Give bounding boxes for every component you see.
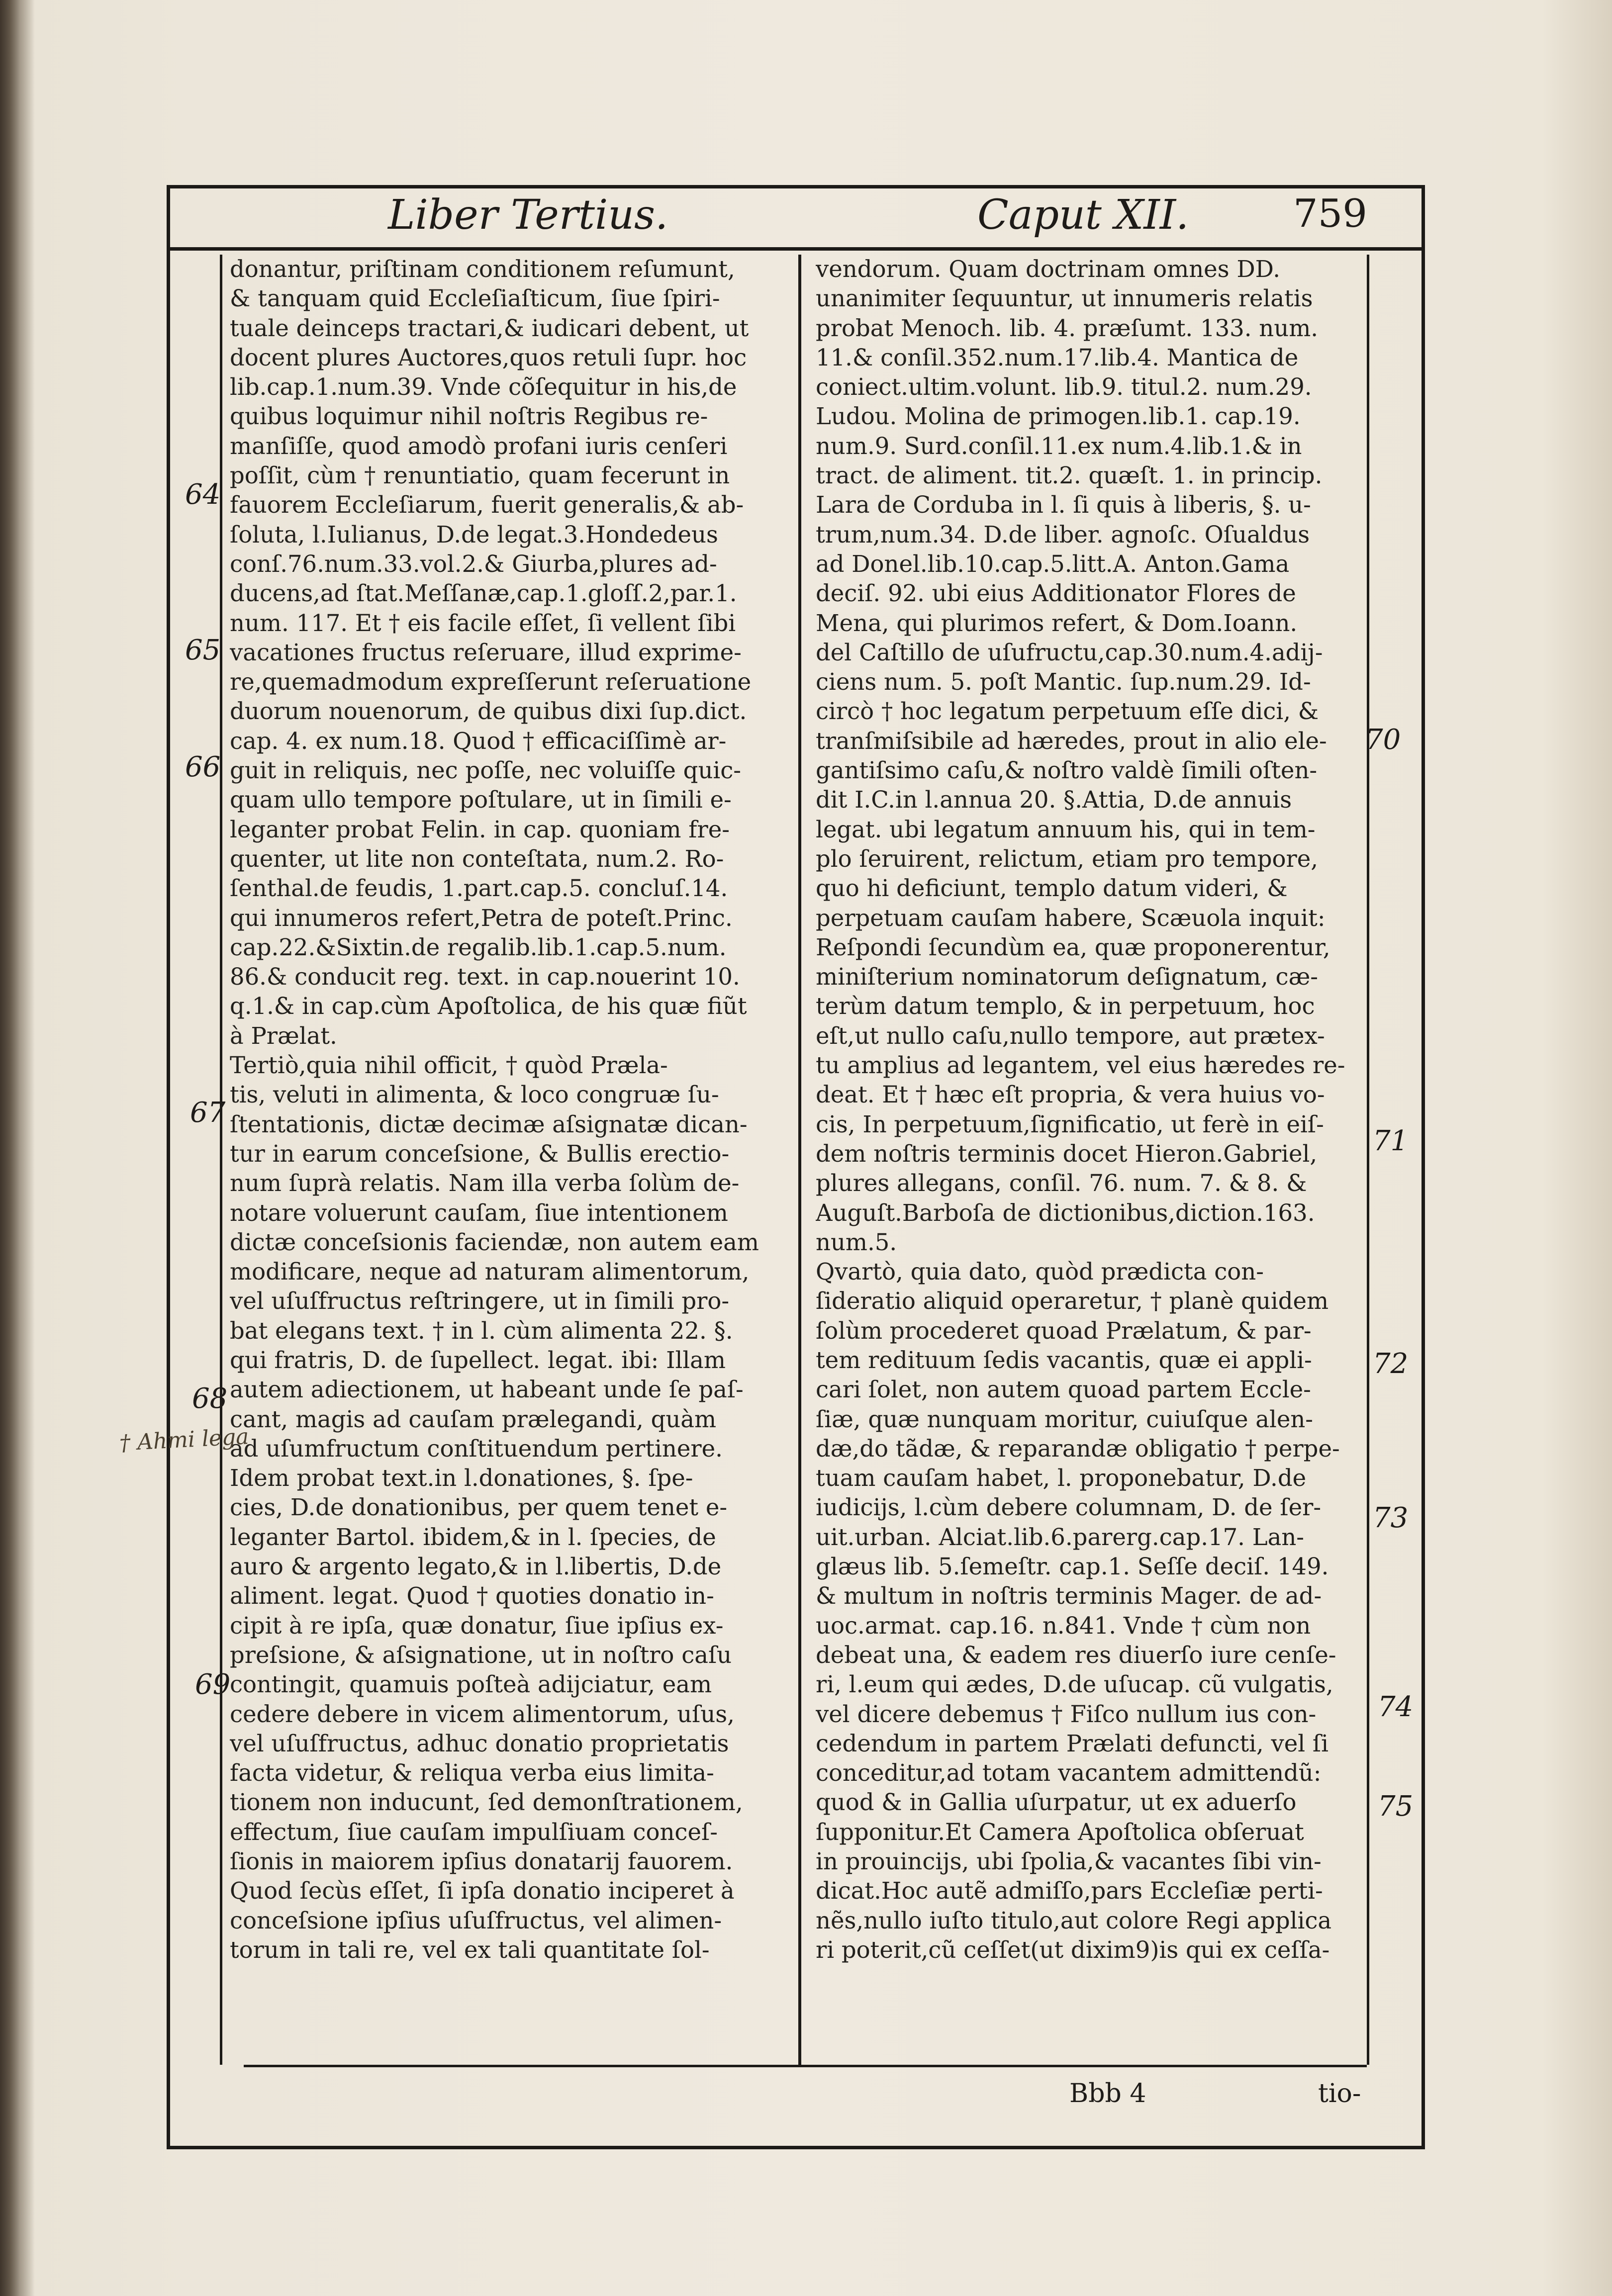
text-line: perpetuam cauſam habere, Scæuola inquit:: [816, 904, 1326, 931]
text-line: num. 117. Et † eis facile eſſet, ſi vellent ſibi: [230, 609, 736, 637]
text-line: ſupponitur.Et Camera Apoſtolica obſeruat: [816, 1818, 1304, 1845]
text-line: dictæ conceſsionis faciendæ, non autem eam: [230, 1228, 759, 1256]
text-line: auro & argento legato,& in l.libertis, D.de: [230, 1553, 722, 1580]
text-line: tranſmiſsibile ad hæredes, prout in alio ele-: [816, 727, 1327, 754]
text-line: ſolùm procederet quoad Prælatum, & par-: [816, 1317, 1312, 1344]
handwritten-annotation: † Ahmi lega: [118, 1424, 250, 1456]
text-line: Qvartò, quia dato, quòd prædicta con-: [816, 1258, 1264, 1286]
text-line: plures allegans, conſil. 76. num. 7. & 8. &: [816, 1170, 1307, 1197]
text-line: cis, In perpetuum,ſignificatio, ut ferè in eiſ-: [816, 1110, 1324, 1138]
text-line: quenter, ut lite non conteſtata, num.2. Ro-: [230, 845, 724, 872]
text-line: uoc.armat. cap.16. n.841. Vnde † cùm non: [816, 1612, 1311, 1639]
text-line: glæus lib. 5.ſemeſtr. cap.1. Seſſe deciſ. 149.: [816, 1553, 1329, 1580]
text-line: num.5.: [816, 1228, 897, 1256]
text-line: ri, l.eum qui ædes, D.de uſucap. cũ vulgatis,: [816, 1671, 1333, 1698]
running-title-right: Caput XII.: [977, 191, 1189, 239]
text-line: vendorum. Quam doctrinam omnes DD.: [816, 256, 1281, 282]
text-line: à Prælat.: [230, 1022, 337, 1049]
text-line: duorum nouenorum, de quibus dixi ſup.dict.: [230, 698, 747, 725]
text-line: Auguſt.Barboſa de dictionibus,diction.163.: [816, 1199, 1315, 1226]
text-line: cap.22.&Sixtin.de regalib.lib.1.cap.5.num.: [230, 933, 727, 961]
text-line: eſt,ut nullo caſu,nullo tempore, aut prætex-: [816, 1022, 1325, 1049]
text-line: tu amplius ad legantem, vel eius hæredes re-: [816, 1052, 1345, 1079]
left-text-column: [230, 255, 784, 2045]
text-line: in prouincijs, ubi ſpolia,& vacantes ſibi vin-: [816, 1848, 1322, 1875]
text-line: ſoluta, l.Iulianus, D.de legat.3.Hondedeus: [230, 521, 718, 548]
book-spine-shadow: [0, 0, 35, 2296]
text-line: donantur, priſtinam conditionem reſumunt,: [230, 256, 735, 282]
text-line: conceſsione ipſius uſuſfructus, vel alimen-: [230, 1907, 722, 1934]
text-line: tuam cauſam habet, l. proponebatur, D.de: [816, 1465, 1307, 1492]
text-line: leganter probat Felin. in cap. quoniam fre-: [230, 816, 730, 843]
text-line: dæ,do tãdæ, & reparandæ obligatio † perpe-: [816, 1435, 1340, 1462]
margin-note-number: 72: [1373, 1348, 1409, 1380]
text-line: ſideratio aliquid operaretur, † planè quidem: [816, 1287, 1329, 1315]
text-line: nẽs,nullo iuſto titulo,aut colore Regi applica: [816, 1907, 1332, 1934]
text-line: deat. Et † hæc eſt propria, & vera huius vo-: [816, 1081, 1325, 1108]
text-line: & multum in noſtris terminis Mager. de ad-: [816, 1582, 1322, 1610]
text-line: cedere debere in vicem alimentorum, uſus,: [230, 1700, 735, 1728]
margin-note-number: 73: [1373, 1502, 1409, 1534]
text-line: ſionis in maiorem ipſius donatarij fauorem.: [230, 1848, 733, 1875]
margin-note-number: 69: [195, 1668, 231, 1701]
text-line: re,quemadmodum expreſſerunt reſeruatione: [230, 668, 752, 696]
margin-note-number: 74: [1378, 1691, 1414, 1723]
text-line: Idem probat text.in l.donationes, §. ſpe-: [230, 1465, 693, 1492]
text-line: cari ſolet, non autem quoad partem Eccle-: [816, 1376, 1311, 1403]
text-line: facta videtur, & reliqua verba eius limita-: [230, 1759, 714, 1787]
margin-note-number: 71: [1373, 1125, 1409, 1157]
text-line: Tertiò,quia nihil officit, † quòd Præla-: [230, 1052, 668, 1079]
text-line: vel uſuſfructus reſtringere, ut in ſimili pro-: [230, 1287, 730, 1315]
text-line: torum in tali re, vel ex tali quantitate ſol-: [230, 1936, 710, 1963]
text-line: quod & in Gallia uſurpatur, ut ex aduerſo: [816, 1789, 1297, 1816]
text-line: legat. ubi legatum annuum his, qui in tem-: [816, 816, 1316, 843]
text-line: miniſterium nominatorum deſignatum, cæ-: [816, 963, 1318, 991]
text-line: coniect.ultim.volunt. lib.9. titul.2. num.29.: [816, 373, 1312, 401]
text-line: q.1.& in cap.cùm Apoſtolica, de his quæ fiũt: [230, 993, 747, 1020]
text-line: Ludou. Molina de primogen.lib.1. cap.19.: [816, 403, 1301, 430]
text-line: ad Donel.lib.10.cap.5.litt.A. Anton.Gama: [816, 550, 1290, 577]
text-line: cedendum in partem Prælati defuncti, vel ſi: [816, 1730, 1329, 1757]
page-number: 759: [1293, 191, 1367, 236]
text-line: & tanquam quid Eccleſiaſticum, ſiue ſpiri-: [230, 285, 720, 312]
text-line: leganter Bartol. ibidem,& in l. ſpecies, de: [230, 1523, 716, 1551]
text-line: conceditur,ad totam vacantem admittendũ:: [816, 1759, 1322, 1787]
text-line: qui innumeros refert,Petra de poteſt.Princ.: [230, 904, 733, 931]
text-line: ad uſumfructum conſtituendum pertinere.: [230, 1435, 723, 1462]
text-line: plo ſeruirent, relictum, etiam pro tempore,: [816, 845, 1318, 872]
text-line: poſſit, cùm † renuntiatio, quam fecerunt in: [230, 462, 730, 489]
text-line: aliment. legat. Quod † quoties donatio in-: [230, 1582, 714, 1610]
text-line: Lara de Corduba in l. ſi quis à liberis, §. u-: [816, 491, 1311, 519]
text-line: tuale deinceps tractari,& iudicari debent, ut: [230, 314, 749, 342]
left-column-rule: [220, 255, 222, 2065]
bottom-rule: [244, 2065, 1367, 2067]
text-line: guit in reliquis, nec poſſe, nec voluiſſe quic-: [230, 757, 742, 784]
text-line: 11.& conſil.352.num.17.lib.4. Mantica de: [816, 344, 1299, 371]
text-line: tur in earum conceſsione, & Bullis erectio-: [230, 1140, 730, 1167]
text-line: ducens,ad ſtat.Meſſanæ,cap.1.gloſſ.2,par.1.: [230, 580, 737, 607]
text-line: terùm datum templo, & in perpetuum, hoc: [816, 993, 1315, 1020]
text-line: quibus loquimur nihil noſtris Regibus re-: [230, 403, 708, 430]
text-line: gantiſsimo caſu,& noſtro valdè ſimili oſten-: [816, 757, 1318, 784]
running-title-left: Liber Tertius.: [388, 191, 668, 239]
text-line: dicat.Hoc autẽ admiſſo,pars Eccleſiæ perti-: [816, 1877, 1323, 1905]
text-line: qui fratris, D. de ſupellect. legat. ibi: Illam: [230, 1346, 726, 1374]
text-line: Mena, qui plurimos refert, & Dom.Ioann.: [816, 609, 1298, 637]
text-line: ſtentationis, dictæ decimæ aſsignatæ dican-: [230, 1110, 748, 1138]
text-line: iudicijs, l.cùm debere columnam, D. de ſer-: [816, 1494, 1322, 1521]
text-line: 86.& conducit reg. text. in cap.nouerint 10.: [230, 963, 740, 991]
text-line: cap. 4. ex num.18. Quod † efficaciſſimè ar-: [230, 727, 727, 754]
margin-note-number: 68: [192, 1382, 228, 1415]
text-line: vacationes fructus reſeruare, illud exprime-: [230, 639, 742, 666]
center-column-rule: [798, 255, 801, 2065]
right-text-column: [816, 255, 1370, 2045]
text-line: fauorem Eccleſiarum, fuerit generalis,& ab-: [230, 491, 744, 519]
text-line: cies, D.de donationibus, per quem tenet e-: [230, 1494, 728, 1521]
text-line: deciſ. 92. ubi eius Additionator Flores de: [816, 580, 1296, 607]
text-line: del Caſtillo de uſufructu,cap.30.num.4.adij-: [816, 639, 1323, 666]
text-line: tract. de aliment. tit.2. quæſt. 1. in princip.: [816, 462, 1323, 489]
margin-note-number: 64: [185, 478, 221, 511]
text-line: debeat una, & eadem res diuerſo iure cenſe-: [816, 1641, 1336, 1668]
text-line: notare voluerunt cauſam, ſiue intentionem: [230, 1199, 728, 1226]
text-line: ſenthal.de feudis, 1.part.cap.5. concluſ.14.: [230, 875, 728, 902]
text-line: contingit, quamuis poſteà adijciatur, eam: [230, 1671, 712, 1698]
text-line: quo hi deficiunt, templo datum videri, &: [816, 875, 1288, 902]
signature-mark: Bbb 4: [1069, 2079, 1146, 2109]
text-line: dit I.C.in l.annua 20. §.Attia, D.de annuis: [816, 786, 1292, 814]
text-line: probat Menoch. lib. 4. præſumt. 133. num.: [816, 314, 1319, 342]
text-line: Quod ſecùs eſſet, ſi ipſa donatio inciperet à: [230, 1877, 735, 1905]
text-line: conſ.76.num.33.vol.2.& Giurba,plures ad-: [230, 550, 717, 577]
text-line: docent plures Auctores,quos retuli ſupr. hoc: [230, 344, 747, 371]
text-line: effectum, ſiue cauſam impulſiuam conceſ-: [230, 1818, 718, 1845]
catchword: tio-: [1318, 2079, 1361, 2109]
text-line: vel uſuſfructus, adhuc donatio proprietatis: [230, 1730, 729, 1757]
text-line: quam ullo tempore poſtulare, ut in ſimili e-: [230, 786, 732, 814]
text-line: ſiæ, quæ nunquam moritur, cuiuſque alen-: [816, 1405, 1314, 1433]
text-line: Reſpondi ſecundùm ea, quæ proponerentur,: [816, 933, 1330, 961]
text-line: vel dicere debemus † Fiſco nullum ius con-: [816, 1700, 1317, 1728]
text-line: dem noſtris terminis docet Hieron.Gabriel,: [816, 1140, 1318, 1167]
text-line: unanimiter ſequuntur, ut innumeris relatis: [816, 285, 1313, 312]
text-line: tis, veluti in alimenta, & loco congruæ ſu-: [230, 1081, 719, 1108]
text-line: num ſuprà relatis. Nam illa verba ſolùm de-: [230, 1170, 740, 1197]
text-line: autem adiectionem, ut habeant unde ſe paſ-: [230, 1376, 744, 1403]
header-rule: [167, 247, 1425, 251]
margin-note-number: 67: [190, 1097, 226, 1129]
margin-note-number: 66: [185, 751, 221, 783]
text-line: tionem non inducunt, ſed demonſtrationem,: [230, 1789, 743, 1816]
text-line: modificare, neque ad naturam alimentorum,: [230, 1258, 750, 1286]
text-line: cipit à re ipſa, quæ donatur, ſiue ipſius ex-: [230, 1612, 724, 1639]
text-line: tem redituum ſedis vacantis, quæ ei appli-: [816, 1346, 1312, 1374]
margin-note-number: 65: [185, 634, 221, 666]
margin-note-number: 75: [1378, 1790, 1414, 1823]
text-line: preſsione, & aſsignatione, ut in noſtro caſu: [230, 1641, 732, 1668]
text-line: bat elegans text. † in l. cùm alimenta 22. §.: [230, 1317, 733, 1344]
text-line: uit.urban. Alciat.lib.6.parerg.cap.17. Lan-: [816, 1523, 1304, 1551]
margin-note-number: 70: [1365, 724, 1401, 756]
text-line: lib.cap.1.num.39. Vnde cõſequitur in his,de: [230, 373, 737, 401]
text-line: circò † hoc legatum perpetuum eſſe dici, &: [816, 698, 1319, 725]
text-line: ciens num. 5. poſt Mantic. ſup.num.29. Id-: [816, 668, 1311, 696]
text-line: cant, magis ad cauſam prælegandi, quàm: [230, 1405, 717, 1433]
text-line: trum,num.34. D.de liber. agnoſc. Oſualdus: [816, 521, 1310, 548]
text-line: ri poterit,cũ ceſſet(ut dixim9)is qui ex ceſſa-: [816, 1936, 1330, 1963]
text-line: num.9. Surd.conſil.11.ex num.4.lib.1.& in: [816, 432, 1302, 459]
text-line: manſiſſe, quod amodò profani iuris cenſeri: [230, 432, 728, 459]
